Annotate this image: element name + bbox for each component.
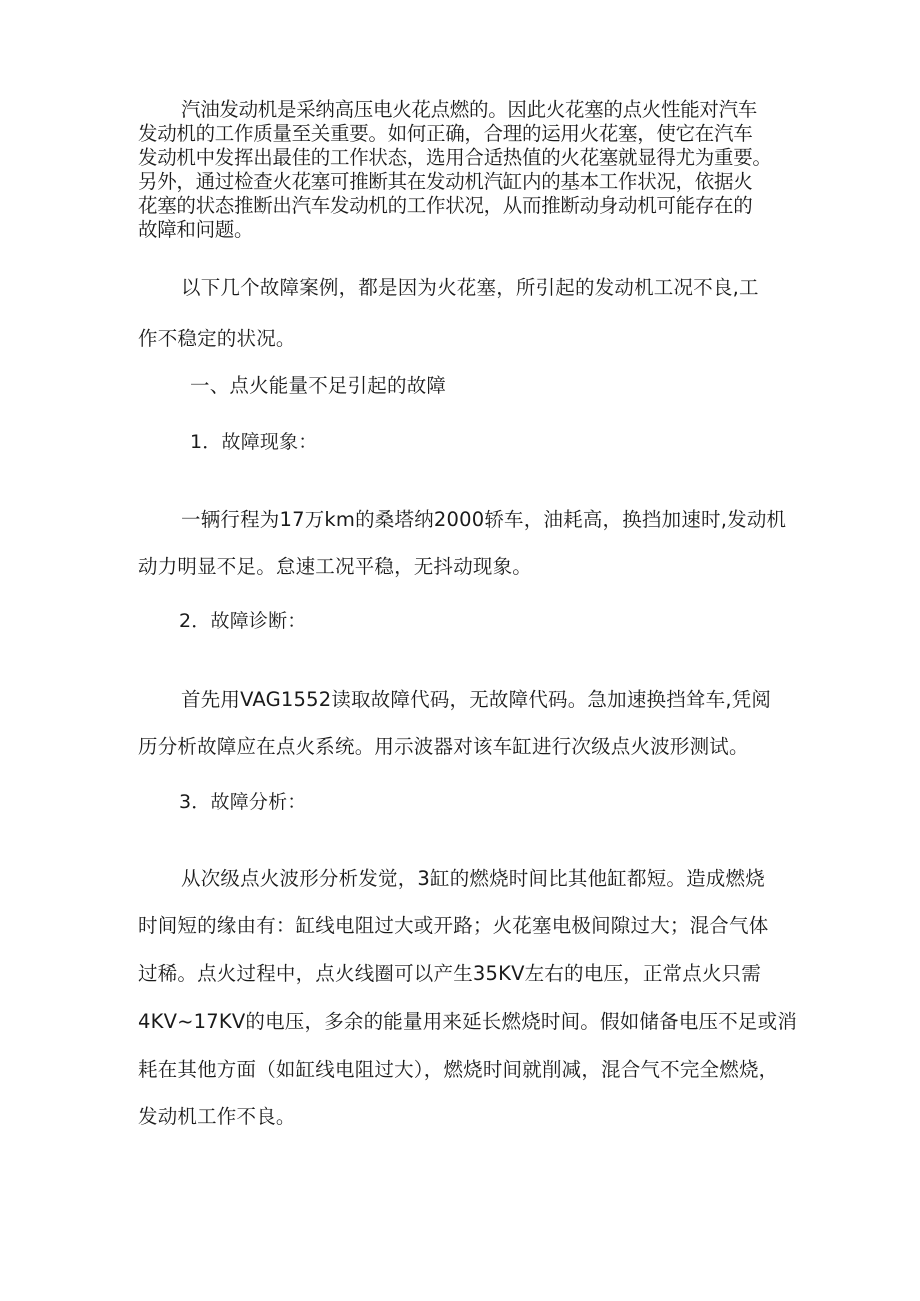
- item3-line: 耗在其他方面（如缸线电阻过大），燃烧时间就削减，混合气不完全燃烧，: [138, 1058, 779, 1081]
- intro-line: 汽油发动机是采纳高压电火花点燃的。因此火花塞的点火性能对汽车: [181, 98, 758, 121]
- item3-line: 从次级点火波形分析发觉，3缸的燃烧时间比其他缸都短。造成燃烧: [181, 867, 765, 890]
- intro-line: 花塞的状态推断出汽车发动机的工作状况，从而推断动身动机可能存在的: [138, 194, 753, 217]
- item3-line: 发动机工作不良。: [138, 1105, 296, 1128]
- item2-line: 历分析故障应在点火系统。用示波器对该车缸进行次级点火波形测试。: [138, 735, 749, 758]
- item2-line: 首先用VAG1552读取故障代码，无故障代码。急加速换挡耸车,凭阅: [181, 688, 772, 711]
- item2-heading: 2．故障诊断：: [179, 610, 307, 632]
- intro-line: 故障和问题。: [138, 218, 254, 241]
- item3-line: 时间短的缘由有：缸线电阻过大或开路；火花塞电极间隙过大；混合气体: [138, 914, 769, 937]
- cases-intro-line: 作不稳定的状况。: [138, 327, 296, 350]
- intro-line: 发动机中发挥出最佳的工作状态，选用合适热值的火花塞就显得尤为重要。: [138, 146, 772, 169]
- section-title: 一、点火能量不足引起的故障: [190, 374, 447, 397]
- item1-line: 动力明显不足。怠速工况平稳，无抖动现象。: [138, 555, 533, 578]
- item1-line: 一辆行程为17万km的桑塔纳2000轿车，油耗高，换挡加速时,发动机: [181, 508, 787, 531]
- cases-intro-line: 以下几个故障案例，都是因为火花塞，所引起的发动机工况不良,工: [181, 276, 759, 299]
- item3-line: 过稀。点火过程中，点火线圈可以产生35KV左右的电压，正常点火只需: [138, 962, 762, 985]
- item1-heading: 1．故障现象：: [190, 431, 318, 453]
- item3-heading: 3．故障分析：: [179, 791, 307, 813]
- intro-line: 另外，通过检查火花塞可推断其在发动机汽缸内的基本工作状况，依据火: [138, 170, 753, 193]
- item3-line: 4KV~17KV的电压，多余的能量用来延长燃烧时间。假如储备电压不足或消: [138, 1010, 798, 1033]
- intro-line: 发动机的工作质量至关重要。如何正确，合理的运用火花塞，使它在汽车: [138, 122, 753, 145]
